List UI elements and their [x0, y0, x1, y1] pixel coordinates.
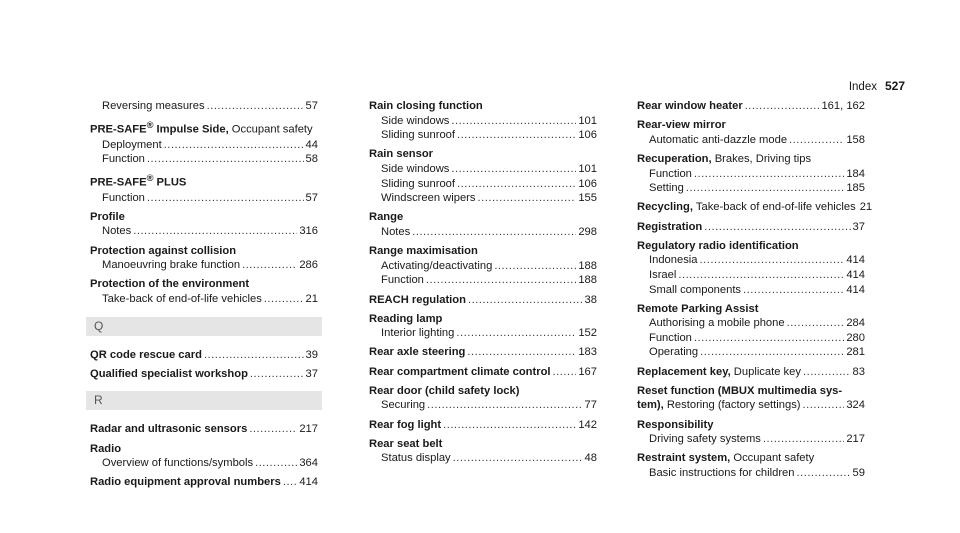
index-text: Activating/deactivating: [381, 259, 493, 272]
index-page: 101: [578, 114, 597, 127]
index-entry: [369, 418, 597, 433]
index-text: Rear window heater: [637, 100, 743, 112]
index-text: Side windows: [381, 162, 450, 175]
index-text: Overview of functions/symbols: [102, 457, 254, 470]
index-subentry: [90, 99, 318, 114]
dot-leader: [457, 128, 576, 143]
index-entry: [637, 99, 865, 114]
index-suffix: Brakes, Driving tips: [711, 152, 812, 165]
index-page: 286: [299, 259, 318, 272]
index-page: 414: [846, 283, 865, 296]
index-suffix: Occupant safety: [730, 452, 815, 465]
index-subentry: [369, 259, 597, 274]
index-page: 155: [578, 192, 597, 205]
index-text: Status display: [381, 452, 451, 465]
index-line: [637, 220, 865, 235]
index-text: Rear axle steering: [369, 346, 466, 359]
index-page: 167: [578, 365, 597, 378]
index-page: 21: [859, 201, 873, 214]
index-entry: [90, 422, 318, 437]
index-page: 48: [584, 452, 597, 465]
dot-leader: [745, 99, 820, 114]
index-entry: [369, 99, 597, 143]
index-text: Interior lighting: [381, 327, 455, 340]
index-text: Securing: [381, 399, 426, 412]
index-heading: Regulatory radio identification: [637, 239, 799, 252]
dot-leader: [264, 292, 304, 307]
index-page: 414: [846, 254, 865, 267]
index-subentry: [637, 316, 865, 331]
index-heading: Reading lamp: [369, 312, 443, 325]
dot-leader: [763, 432, 844, 447]
index-entry: [637, 118, 865, 147]
index-text: Notes: [381, 225, 411, 238]
index-page: 414: [299, 476, 318, 489]
index-heading: Responsibility: [637, 418, 714, 431]
dot-leader: [250, 367, 304, 382]
index-entry: [90, 210, 318, 239]
index-subentry: [369, 128, 597, 143]
index-subentry: [369, 114, 597, 129]
index-entry: [90, 348, 318, 363]
index-entry: [369, 437, 597, 466]
index-text: Function: [102, 191, 145, 204]
index-heading: Rain sensor: [369, 148, 434, 161]
index-entry: [90, 277, 318, 306]
index-subentry: [637, 331, 865, 346]
index-text: Side windows: [381, 114, 450, 127]
index-entry: [637, 152, 865, 196]
index-heading: PRE-SAFE: [90, 123, 147, 136]
index-subentry: [369, 191, 597, 206]
index-page: 414: [846, 268, 865, 281]
dot-leader: [451, 162, 576, 177]
index-page: 298: [578, 225, 597, 238]
index-text: REACH regulation: [369, 293, 466, 306]
dot-leader: [803, 365, 851, 380]
dot-leader: [478, 191, 577, 206]
dot-leader: [743, 283, 844, 298]
index-suffix: Occupant safety: [228, 123, 313, 136]
index-subentry: [90, 292, 318, 307]
index-subentry: [90, 224, 318, 239]
index-page: 59: [852, 467, 865, 479]
index-page: 58: [305, 153, 318, 166]
dot-leader: [700, 345, 844, 360]
dot-leader: [700, 253, 845, 268]
index-text: Qualified specialist workshop: [90, 367, 248, 380]
index-text: Function: [649, 167, 692, 180]
section-header-r: [86, 391, 322, 410]
dot-leader: [494, 259, 576, 274]
index-heading: Rear-view mirror: [637, 119, 726, 132]
index-page: 188: [578, 259, 597, 272]
dot-leader: [412, 225, 576, 240]
index-entry: [90, 367, 318, 382]
dot-leader: [694, 331, 844, 346]
index-line: [637, 99, 865, 114]
index-subentry: [90, 191, 318, 206]
index-text: Basic instructions for children: [649, 467, 795, 479]
dot-leader: [451, 114, 576, 129]
index-heading: Rear door (child safety lock): [369, 384, 520, 397]
index-text: Function: [102, 153, 145, 166]
dot-leader: [164, 138, 304, 153]
index-column-1: [90, 99, 318, 495]
index-page: 158: [846, 133, 865, 146]
index-heading: Rain closing function: [369, 100, 483, 112]
index-text: QR code rescue card: [90, 348, 202, 361]
index-subentry: [90, 138, 318, 153]
index-entry: [369, 293, 597, 308]
dot-leader: [704, 220, 850, 235]
index-entry: [637, 418, 865, 447]
index-entry: [90, 118, 318, 167]
index-heading: Remote Parking Assist: [637, 302, 759, 315]
index-text: Rear fog light: [369, 418, 442, 431]
index-text: Setting: [649, 182, 684, 195]
dot-leader: [797, 466, 851, 481]
index-page: 284: [846, 317, 865, 330]
dot-leader: [133, 224, 297, 239]
index-entry: [369, 312, 597, 341]
index-text: Operating: [649, 346, 699, 359]
index-entry: [90, 475, 318, 490]
index-text: Radio equipment approval numbers: [90, 476, 281, 489]
index-entry: [369, 345, 597, 360]
dot-leader: [694, 167, 844, 182]
index-page: 217: [299, 423, 318, 436]
index-page: 106: [578, 177, 597, 190]
index-subentry: [637, 345, 865, 360]
index-line: [90, 475, 318, 490]
index-text: Sliding sunroof: [381, 177, 456, 190]
index-page: 161, 162: [821, 100, 865, 112]
index-heading-line1: Reset function (MBUX multimedia sys-: [637, 384, 843, 397]
index-line: [90, 348, 318, 363]
dot-leader: [147, 152, 304, 167]
index-page: 44: [305, 138, 318, 151]
index-entry: [369, 244, 597, 288]
dot-leader: [678, 268, 844, 283]
index-heading-line2: tem),: [637, 399, 664, 412]
index-subentry: [369, 162, 597, 177]
index-entry: [637, 365, 865, 380]
index-page: 364: [299, 457, 318, 470]
index-subentry: [637, 167, 865, 182]
index-text: Function: [649, 331, 692, 344]
index-entry: [637, 302, 865, 360]
index-line: [637, 398, 865, 413]
index-reg: ®: [146, 173, 154, 184]
page-header: [849, 79, 905, 93]
index-line: [369, 345, 597, 360]
index-line: [90, 367, 318, 382]
index-page: 21: [305, 292, 318, 305]
dot-leader: [453, 451, 583, 466]
index-heading: Radio: [90, 442, 122, 455]
index-page: 83: [852, 365, 865, 378]
dot-leader: [242, 258, 297, 273]
index-heading-cont: Impulse Side,: [153, 123, 229, 136]
index-column-2: [369, 99, 597, 471]
index-text: Windscreen wipers: [381, 192, 476, 205]
dot-leader: [686, 181, 844, 196]
index-subentry: [637, 181, 865, 196]
index-page: 101: [578, 162, 597, 175]
index-line: [369, 418, 597, 433]
dot-leader: [789, 133, 844, 148]
index-subentry: [369, 273, 597, 288]
index-subentry: [637, 133, 865, 148]
index-suffix: Duplicate key: [730, 365, 801, 378]
index-entry: [369, 210, 597, 239]
index-text: Radar and ultrasonic sensors: [90, 423, 248, 436]
index-text: Driving safety systems: [649, 433, 761, 446]
index-line: [369, 293, 597, 308]
dot-leader: [803, 398, 845, 413]
index-text: Registration: [637, 220, 703, 233]
index-entry: [637, 239, 865, 297]
index-entry: [90, 99, 318, 114]
index-subentry: [90, 456, 318, 471]
index-heading: Recuperation,: [637, 152, 712, 165]
index-subentry: [637, 268, 865, 283]
index-text: Israel: [649, 268, 677, 281]
index-line: [637, 365, 865, 380]
index-subentry: [637, 466, 865, 481]
index-subentry: [90, 152, 318, 167]
index-heading: Protection of the environment: [90, 278, 250, 291]
index-entry: [90, 171, 318, 205]
index-heading: Protection against collision: [90, 244, 237, 257]
index-suffix: Restoring (factory settings): [663, 399, 801, 412]
index-page: 152: [578, 327, 597, 340]
index-entry: [369, 365, 597, 380]
dot-leader: [255, 456, 297, 471]
index-text: Reversing measures: [102, 100, 205, 112]
index-entry: [637, 220, 865, 235]
index-suffix: Take-back of end-of-life vehicles: [692, 201, 856, 214]
index-text: Take-back of end-of-life vehicles: [102, 292, 262, 305]
index-subentry: [369, 225, 597, 240]
index-heading: PRE-SAFE: [90, 177, 147, 190]
index-section-r: R: [86, 391, 322, 410]
index-heading: Replacement key,: [637, 365, 731, 378]
index-text: Automatic anti-dazzle mode: [649, 133, 788, 146]
index-subentry: [637, 253, 865, 268]
index-page: 217: [846, 433, 865, 446]
index-line: [369, 365, 597, 380]
index-entry: [369, 147, 597, 205]
index-text: Notes: [102, 225, 132, 238]
index-heading: Rear seat belt: [369, 437, 443, 450]
dot-leader: [147, 191, 304, 206]
index-text: Authorising a mobile phone: [649, 317, 785, 330]
index-page: 185: [846, 182, 865, 195]
dot-leader: [553, 365, 577, 380]
dot-leader: [426, 273, 576, 288]
index-heading: Recycling,: [637, 201, 693, 214]
index-column-3: [637, 99, 873, 485]
index-page: 106: [578, 129, 597, 142]
index-subentry: [369, 326, 597, 341]
index-page: 37: [305, 367, 318, 380]
index-text: Deployment: [102, 138, 162, 151]
index-page: 39: [305, 348, 318, 361]
dot-leader: [456, 326, 576, 341]
header-section: Index: [848, 81, 877, 93]
index-subentry: [369, 398, 597, 413]
index-page: 280: [846, 331, 865, 344]
index-subentry: [369, 451, 597, 466]
index-page: 281: [846, 346, 865, 359]
dot-leader: [787, 316, 845, 331]
index-entry: [637, 451, 865, 480]
index-page: 57: [305, 100, 318, 112]
index-entry: [369, 384, 597, 413]
index-page: 57: [305, 191, 318, 204]
index-subentry: [369, 177, 597, 192]
index-heading-cont: PLUS: [153, 177, 187, 190]
index-page: 316: [299, 225, 318, 238]
index-entry: [637, 384, 865, 413]
index-entry: [637, 200, 873, 215]
dot-leader: [427, 398, 582, 413]
index-page: 77: [584, 399, 597, 412]
index-entry: [90, 244, 318, 273]
index-heading: Range: [369, 211, 404, 224]
section-header-q: [86, 317, 322, 336]
index-subentry: [637, 432, 865, 447]
index-text: Rear compartment climate control: [369, 365, 551, 378]
index-heading: Range maximisation: [369, 245, 478, 258]
index-text: Indonesia: [649, 254, 698, 267]
index-heading: Restraint system,: [637, 452, 731, 465]
dot-leader: [204, 348, 304, 363]
index-page: 183: [578, 346, 597, 359]
index-subentry: [90, 258, 318, 273]
dot-leader: [249, 422, 297, 437]
index-text: Manoeuvring brake function: [102, 259, 241, 272]
index-page: 142: [578, 418, 597, 431]
index-line: [637, 200, 873, 215]
dot-leader: [467, 345, 576, 360]
index-page: 184: [846, 167, 865, 180]
index-page: 38: [584, 293, 597, 306]
index-reg: ®: [146, 120, 154, 131]
index-heading: Profile: [90, 210, 125, 223]
page-number: 527: [884, 79, 905, 93]
index-text: Function: [381, 274, 424, 287]
index-section-q: Q: [86, 317, 322, 336]
dot-leader: [283, 475, 297, 490]
dot-leader: [207, 99, 304, 114]
index-text: Small components: [649, 283, 742, 296]
index-entry: [90, 442, 318, 471]
index-page: 37: [852, 220, 865, 233]
dot-leader: [457, 177, 576, 192]
index-page: 188: [578, 274, 597, 287]
dot-leader: [468, 293, 583, 308]
index-text: Sliding sunroof: [381, 129, 456, 142]
index-page: 324: [846, 399, 865, 412]
dot-leader: [443, 418, 576, 433]
index-line: [90, 422, 318, 437]
index-subentry: [637, 283, 865, 298]
